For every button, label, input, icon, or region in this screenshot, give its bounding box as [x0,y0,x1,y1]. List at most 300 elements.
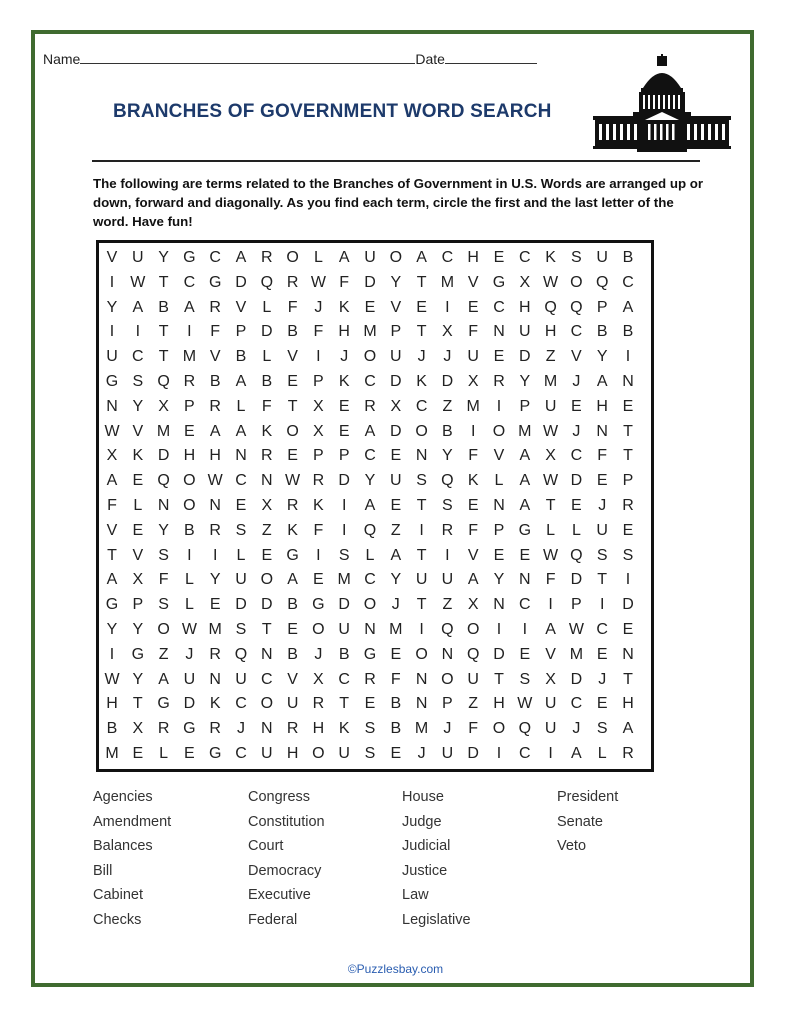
grid-letter[interactable]: J [391,596,400,614]
grid-letter[interactable]: D [441,373,454,390]
grid-letter[interactable]: O [286,249,299,266]
grid-letter[interactable]: N [106,397,118,415]
grid-letter[interactable]: O [312,745,325,762]
grid-letter[interactable]: V [390,298,402,316]
grid-letter[interactable]: E [571,497,582,514]
grid-letter[interactable]: C [235,745,247,762]
grid-letter[interactable]: A [596,373,608,390]
grid-letter[interactable]: E [390,447,402,465]
grid-letter[interactable]: E [519,645,531,663]
grid-letter[interactable]: P [132,596,144,614]
grid-letter[interactable]: E [132,521,144,539]
grid-letter[interactable]: Z [545,348,556,366]
grid-letter[interactable]: T [416,273,427,291]
grid-letter[interactable]: G [312,596,325,614]
grid-letter[interactable]: E [596,472,608,490]
grid-letter[interactable]: Q [157,472,170,490]
grid-letter[interactable]: O [492,422,506,440]
grid-letter[interactable]: H [183,447,196,465]
grid-letter[interactable]: A [390,546,402,564]
grid-letter[interactable]: X [442,323,453,341]
grid-letter[interactable]: B [261,373,273,390]
grid-letter[interactable]: I [445,298,450,316]
grid-letter[interactable]: M [543,373,558,390]
grid-letter[interactable]: Y [364,472,376,490]
grid-letter[interactable]: Y [596,348,608,366]
grid-letter[interactable]: G [518,521,532,539]
grid-letter[interactable]: L [597,745,607,762]
grid-letter[interactable]: N [493,323,505,341]
grid-letter[interactable]: Y [158,249,169,266]
grid-letter[interactable]: J [185,645,194,663]
grid-letter[interactable]: A [364,497,376,514]
grid-letter[interactable]: A [622,298,634,316]
grid-letter[interactable]: N [415,670,428,688]
grid-letter[interactable]: F [313,323,324,341]
grid-letter[interactable]: V [571,348,582,366]
grid-letter[interactable]: S [596,720,608,738]
grid-letter[interactable]: G [131,645,145,663]
grid-letter[interactable]: U [338,621,350,638]
grid-letter[interactable]: E [287,447,298,465]
grid-letter[interactable]: K [338,298,350,316]
grid-letter[interactable]: Q [157,373,170,390]
grid-letter[interactable]: L [159,745,169,762]
grid-letter[interactable]: L [546,521,556,539]
grid-letter[interactable]: L [236,397,246,415]
grid-letter[interactable]: R [209,645,221,663]
grid-letter[interactable]: C [519,596,531,614]
grid-letter[interactable]: E [364,695,376,713]
grid-letter[interactable]: J [443,720,452,738]
grid-letter[interactable]: N [261,645,273,663]
grid-letter[interactable]: T [107,546,117,564]
word-search-grid[interactable] [96,240,654,772]
grid-letter[interactable]: E [467,298,479,316]
grid-letter[interactable]: S [571,249,582,266]
grid-letter[interactable]: D [570,670,583,688]
grid-letter[interactable]: T [287,397,298,415]
grid-letter[interactable]: X [519,273,531,291]
grid-letter[interactable]: Y [519,373,531,390]
grid-letter[interactable]: U [467,348,479,366]
grid-letter[interactable]: I [548,596,553,614]
grid-letter[interactable]: F [210,323,221,341]
grid-letter[interactable]: T [623,670,633,688]
grid-letter[interactable]: Y [390,571,402,589]
grid-letter[interactable]: E [493,348,505,366]
grid-letter[interactable]: U [441,571,454,589]
grid-letter[interactable]: N [415,447,428,465]
grid-letter[interactable]: W [543,422,559,440]
grid-letter[interactable]: B [622,249,634,266]
grid-letter[interactable]: U [544,720,557,738]
grid-letter[interactable]: T [261,621,272,638]
grid-letter[interactable]: F [313,521,324,539]
grid-letter[interactable]: B [622,323,634,341]
grid-letter[interactable]: P [571,596,582,614]
grid-letter[interactable]: W [130,273,146,291]
grid-letter[interactable]: E [622,521,634,539]
grid-letter[interactable]: J [572,373,581,390]
grid-letter[interactable]: R [622,745,634,762]
grid-letter[interactable]: C [235,695,247,713]
grid-letter[interactable]: G [105,373,119,390]
grid-letter[interactable]: L [133,497,143,514]
grid-letter[interactable]: X [313,422,324,440]
grid-letter[interactable]: I [496,397,502,415]
grid-letter[interactable]: X [261,497,273,514]
grid-letter[interactable]: U [415,571,428,589]
grid-letter[interactable]: X [313,670,324,688]
grid-letter[interactable]: S [622,546,634,564]
name-blank[interactable] [80,51,415,64]
grid-letter[interactable]: N [261,720,273,738]
grid-letter[interactable]: U [364,249,376,266]
grid-letter[interactable]: J [417,348,426,366]
grid-letter[interactable]: E [390,745,402,762]
grid-letter[interactable]: P [184,397,195,415]
grid-letter[interactable]: P [338,447,350,465]
grid-letter[interactable]: A [106,472,118,490]
grid-letter[interactable]: L [184,596,194,614]
grid-letter[interactable]: S [132,373,144,390]
grid-letter[interactable]: P [390,323,402,341]
grid-letter[interactable]: P [442,695,453,713]
grid-letter[interactable]: C [261,670,273,688]
grid-letter[interactable]: K [261,422,273,440]
grid-letter[interactable]: W [543,472,559,490]
grid-letter[interactable]: E [467,497,479,514]
grid-letter[interactable]: V [287,670,298,688]
grid-letter[interactable]: I [522,621,528,638]
grid-letter[interactable]: D [390,373,402,390]
grid-letter[interactable]: Q [363,521,377,539]
grid-letter[interactable]: X [390,397,402,415]
grid-letter[interactable]: A [132,298,144,316]
grid-letter[interactable]: W [543,546,559,564]
grid-letter[interactable]: E [571,397,582,415]
grid-letter[interactable]: F [287,298,298,316]
grid-letter[interactable]: N [235,447,247,465]
grid-letter[interactable]: N [209,670,221,688]
grid-letter[interactable]: D [235,596,247,614]
grid-letter[interactable]: R [209,720,221,738]
grid-letter[interactable]: E [519,546,531,564]
grid-letter[interactable]: J [237,720,245,738]
grid-letter[interactable]: E [287,373,298,390]
grid-letter[interactable]: E [338,397,350,415]
grid-letter[interactable]: A [519,447,531,465]
grid-letter[interactable]: Q [518,720,532,738]
grid-letter[interactable]: I [341,521,347,539]
grid-letter[interactable]: U [596,249,608,266]
grid-letter[interactable]: T [416,596,427,614]
grid-letter[interactable]: K [132,447,144,465]
grid-letter[interactable]: P [313,373,324,390]
grid-letter[interactable]: F [468,720,479,738]
grid-letter[interactable]: I [599,596,605,614]
grid-letter[interactable]: E [132,745,144,762]
grid-letter[interactable]: F [158,571,169,589]
grid-letter[interactable]: R [183,373,196,390]
grid-letter[interactable]: L [494,472,504,490]
grid-letter[interactable]: B [338,645,350,663]
grid-letter[interactable]: A [416,249,427,266]
grid-letter[interactable]: G [157,695,170,713]
grid-letter[interactable]: U [467,670,479,688]
grid-letter[interactable]: Y [209,571,221,589]
grid-letter[interactable]: I [187,323,192,341]
grid-letter[interactable]: J [598,670,607,688]
grid-letter[interactable]: P [596,298,608,316]
grid-letter[interactable]: T [416,323,427,341]
grid-letter[interactable]: X [467,373,479,390]
grid-letter[interactable]: A [545,621,556,638]
grid-letter[interactable]: K [287,521,298,539]
grid-letter[interactable]: C [183,273,196,291]
grid-letter[interactable]: N [493,596,505,614]
grid-letter[interactable]: I [496,621,502,638]
grid-letter[interactable]: I [135,323,141,341]
grid-letter[interactable]: E [622,621,634,638]
grid-letter[interactable]: B [106,720,118,738]
grid-letter[interactable]: E [493,546,505,564]
grid-letter[interactable]: E [596,645,608,663]
grid-letter[interactable]: N [519,571,531,589]
grid-letter[interactable]: A [364,422,376,440]
grid-letter[interactable]: A [184,298,195,316]
grid-letter[interactable]: Q [570,546,583,564]
grid-letter[interactable]: F [261,397,272,415]
grid-letter[interactable]: B [442,422,453,440]
grid-letter[interactable]: S [364,720,376,738]
grid-letter[interactable]: J [443,348,452,366]
grid-letter[interactable]: C [570,447,583,465]
grid-letter[interactable]: X [545,447,556,465]
grid-letter[interactable]: O [183,497,196,514]
grid-letter[interactable]: G [183,720,196,738]
grid-letter[interactable]: X [132,571,144,589]
grid-letter[interactable]: E [209,596,221,614]
grid-letter[interactable]: Q [441,621,454,638]
grid-letter[interactable]: R [312,695,325,713]
grid-letter[interactable]: I [419,621,424,638]
grid-letter[interactable]: H [622,695,634,713]
grid-letter[interactable]: F [468,521,479,539]
grid-letter[interactable]: C [364,571,376,589]
grid-letter[interactable]: E [132,472,144,490]
grid-letter[interactable]: C [622,273,634,291]
grid-letter[interactable]: D [338,596,350,614]
grid-letter[interactable]: G [183,249,196,266]
grid-letter[interactable]: F [468,447,479,465]
grid-letter[interactable]: S [338,546,350,564]
grid-letter[interactable]: I [470,422,476,440]
grid-letter[interactable]: X [158,397,169,415]
grid-letter[interactable]: B [596,323,608,341]
grid-letter[interactable]: D [493,645,505,663]
grid-letter[interactable]: L [236,546,246,564]
grid-letter[interactable]: V [467,546,479,564]
grid-letter[interactable]: T [158,323,169,341]
grid-letter[interactable]: R [493,373,505,390]
grid-letter[interactable]: C [493,298,505,316]
grid-letter[interactable]: H [209,447,221,465]
grid-letter[interactable]: J [340,348,349,366]
grid-letter[interactable]: I [548,745,553,762]
grid-letter[interactable]: V [235,298,247,316]
grid-letter[interactable]: Y [106,298,118,316]
grid-letter[interactable]: U [132,249,144,266]
grid-letter[interactable]: N [441,645,454,663]
grid-letter[interactable]: X [313,397,324,415]
grid-letter[interactable]: A [106,571,118,589]
grid-letter[interactable]: H [467,249,479,266]
grid-letter[interactable]: G [105,596,119,614]
grid-letter[interactable]: E [338,422,350,440]
grid-letter[interactable]: Z [261,521,272,539]
grid-letter[interactable]: J [572,720,581,738]
grid-letter[interactable]: V [287,348,298,366]
grid-letter[interactable]: A [209,422,221,440]
grid-letter[interactable]: K [416,373,427,390]
grid-letter[interactable]: R [261,249,273,266]
footer-credit[interactable]: ©Puzzlesbay.com [347,962,444,976]
grid-letter[interactable]: T [416,546,427,564]
grid-letter[interactable]: Q [595,273,609,291]
grid-letter[interactable]: Q [544,298,557,316]
grid-letter[interactable]: N [364,621,376,638]
grid-letter[interactable]: O [363,348,377,366]
grid-letter[interactable]: R [312,472,325,490]
grid-letter[interactable]: Q [466,645,480,663]
grid-letter[interactable]: W [104,422,120,440]
grid-letter[interactable]: L [365,546,375,564]
grid-letter[interactable]: D [390,422,402,440]
grid-letter[interactable]: I [625,348,631,366]
grid-letter[interactable]: Y [132,670,144,688]
grid-letter[interactable]: E [184,422,195,440]
grid-letter[interactable]: X [545,670,556,688]
grid-letter[interactable]: W [517,695,533,713]
grid-letter[interactable]: N [209,497,221,514]
grid-letter[interactable]: M [182,348,197,366]
grid-letter[interactable]: P [313,447,324,465]
grid-letter[interactable]: C [570,323,583,341]
grid-letter[interactable]: K [545,249,556,266]
grid-letter[interactable]: D [235,273,247,291]
grid-letter[interactable]: U [519,323,531,341]
grid-letter[interactable]: M [440,273,455,291]
grid-letter[interactable]: C [235,472,247,490]
grid-letter[interactable]: Y [493,571,505,589]
grid-letter[interactable]: V [493,447,505,465]
grid-letter[interactable]: O [260,695,274,713]
grid-letter[interactable]: W [181,621,197,638]
grid-letter[interactable]: M [389,621,403,638]
grid-letter[interactable]: A [158,670,169,688]
grid-letter[interactable]: E [287,621,298,638]
grid-letter[interactable]: O [312,621,325,638]
grid-letter[interactable]: C [519,249,531,266]
grid-letter[interactable]: D [261,596,273,614]
grid-letter[interactable]: S [364,745,376,762]
grid-letter[interactable]: M [105,745,119,762]
grid-letter[interactable]: F [390,670,401,688]
grid-letter[interactable]: R [364,397,376,415]
grid-letter[interactable]: T [494,670,504,688]
grid-letter[interactable]: R [209,521,221,539]
grid-letter[interactable]: I [625,571,631,589]
grid-letter[interactable]: O [183,472,196,490]
grid-letter[interactable]: C [364,373,376,390]
grid-letter[interactable]: J [598,497,607,514]
grid-letter[interactable]: H [519,298,531,316]
grid-letter[interactable]: N [493,497,505,514]
grid-letter[interactable]: E [364,298,376,316]
grid-letter[interactable]: N [157,497,170,514]
grid-letter[interactable]: T [158,273,169,291]
grid-letter[interactable]: L [571,521,581,539]
grid-letter[interactable]: V [467,273,479,291]
grid-letter[interactable]: O [260,571,274,589]
grid-letter[interactable]: S [416,472,427,490]
grid-letter[interactable]: I [496,745,502,762]
grid-letter[interactable]: E [493,249,505,266]
grid-letter[interactable]: A [235,422,247,440]
grid-letter[interactable]: B [390,695,402,713]
grid-letter[interactable]: C [415,397,428,415]
grid-letter[interactable]: A [571,745,582,762]
grid-letter[interactable]: G [208,745,222,762]
grid-letter[interactable]: R [157,720,170,738]
grid-letter[interactable]: C [132,348,144,366]
grid-letter[interactable]: O [492,720,506,738]
grid-letter[interactable]: O [415,422,428,440]
grid-letter[interactable]: O [466,621,480,638]
grid-letter[interactable]: T [545,497,556,514]
grid-letter[interactable]: C [441,249,454,266]
grid-letter[interactable]: Y [106,621,118,638]
grid-letter[interactable]: G [492,273,506,291]
grid-letter[interactable]: H [493,695,505,713]
grid-letter[interactable]: Z [158,645,169,663]
grid-letter[interactable]: S [158,596,169,614]
grid-letter[interactable]: U [441,745,454,762]
grid-letter[interactable]: A [287,571,298,589]
grid-letter[interactable]: Y [442,447,453,465]
grid-letter[interactable]: R [364,670,376,688]
grid-letter[interactable]: C [364,447,376,465]
grid-letter[interactable]: S [519,670,531,688]
grid-letter[interactable]: O [157,621,170,638]
grid-letter[interactable]: M [569,645,584,663]
grid-letter[interactable]: Q [234,645,248,663]
grid-letter[interactable]: D [570,472,583,490]
grid-letter[interactable]: Y [390,273,402,291]
grid-letter[interactable]: Q [570,298,583,316]
grid-letter[interactable]: E [235,497,247,514]
grid-letter[interactable]: D [183,695,196,713]
grid-letter[interactable]: Q [441,472,454,490]
grid-letter[interactable]: K [467,472,479,490]
grid-letter[interactable]: J [314,645,323,663]
grid-letter[interactable]: Y [132,621,144,638]
grid-letter[interactable]: E [390,497,402,514]
grid-letter[interactable]: I [187,546,192,564]
grid-letter[interactable]: W [104,670,120,688]
